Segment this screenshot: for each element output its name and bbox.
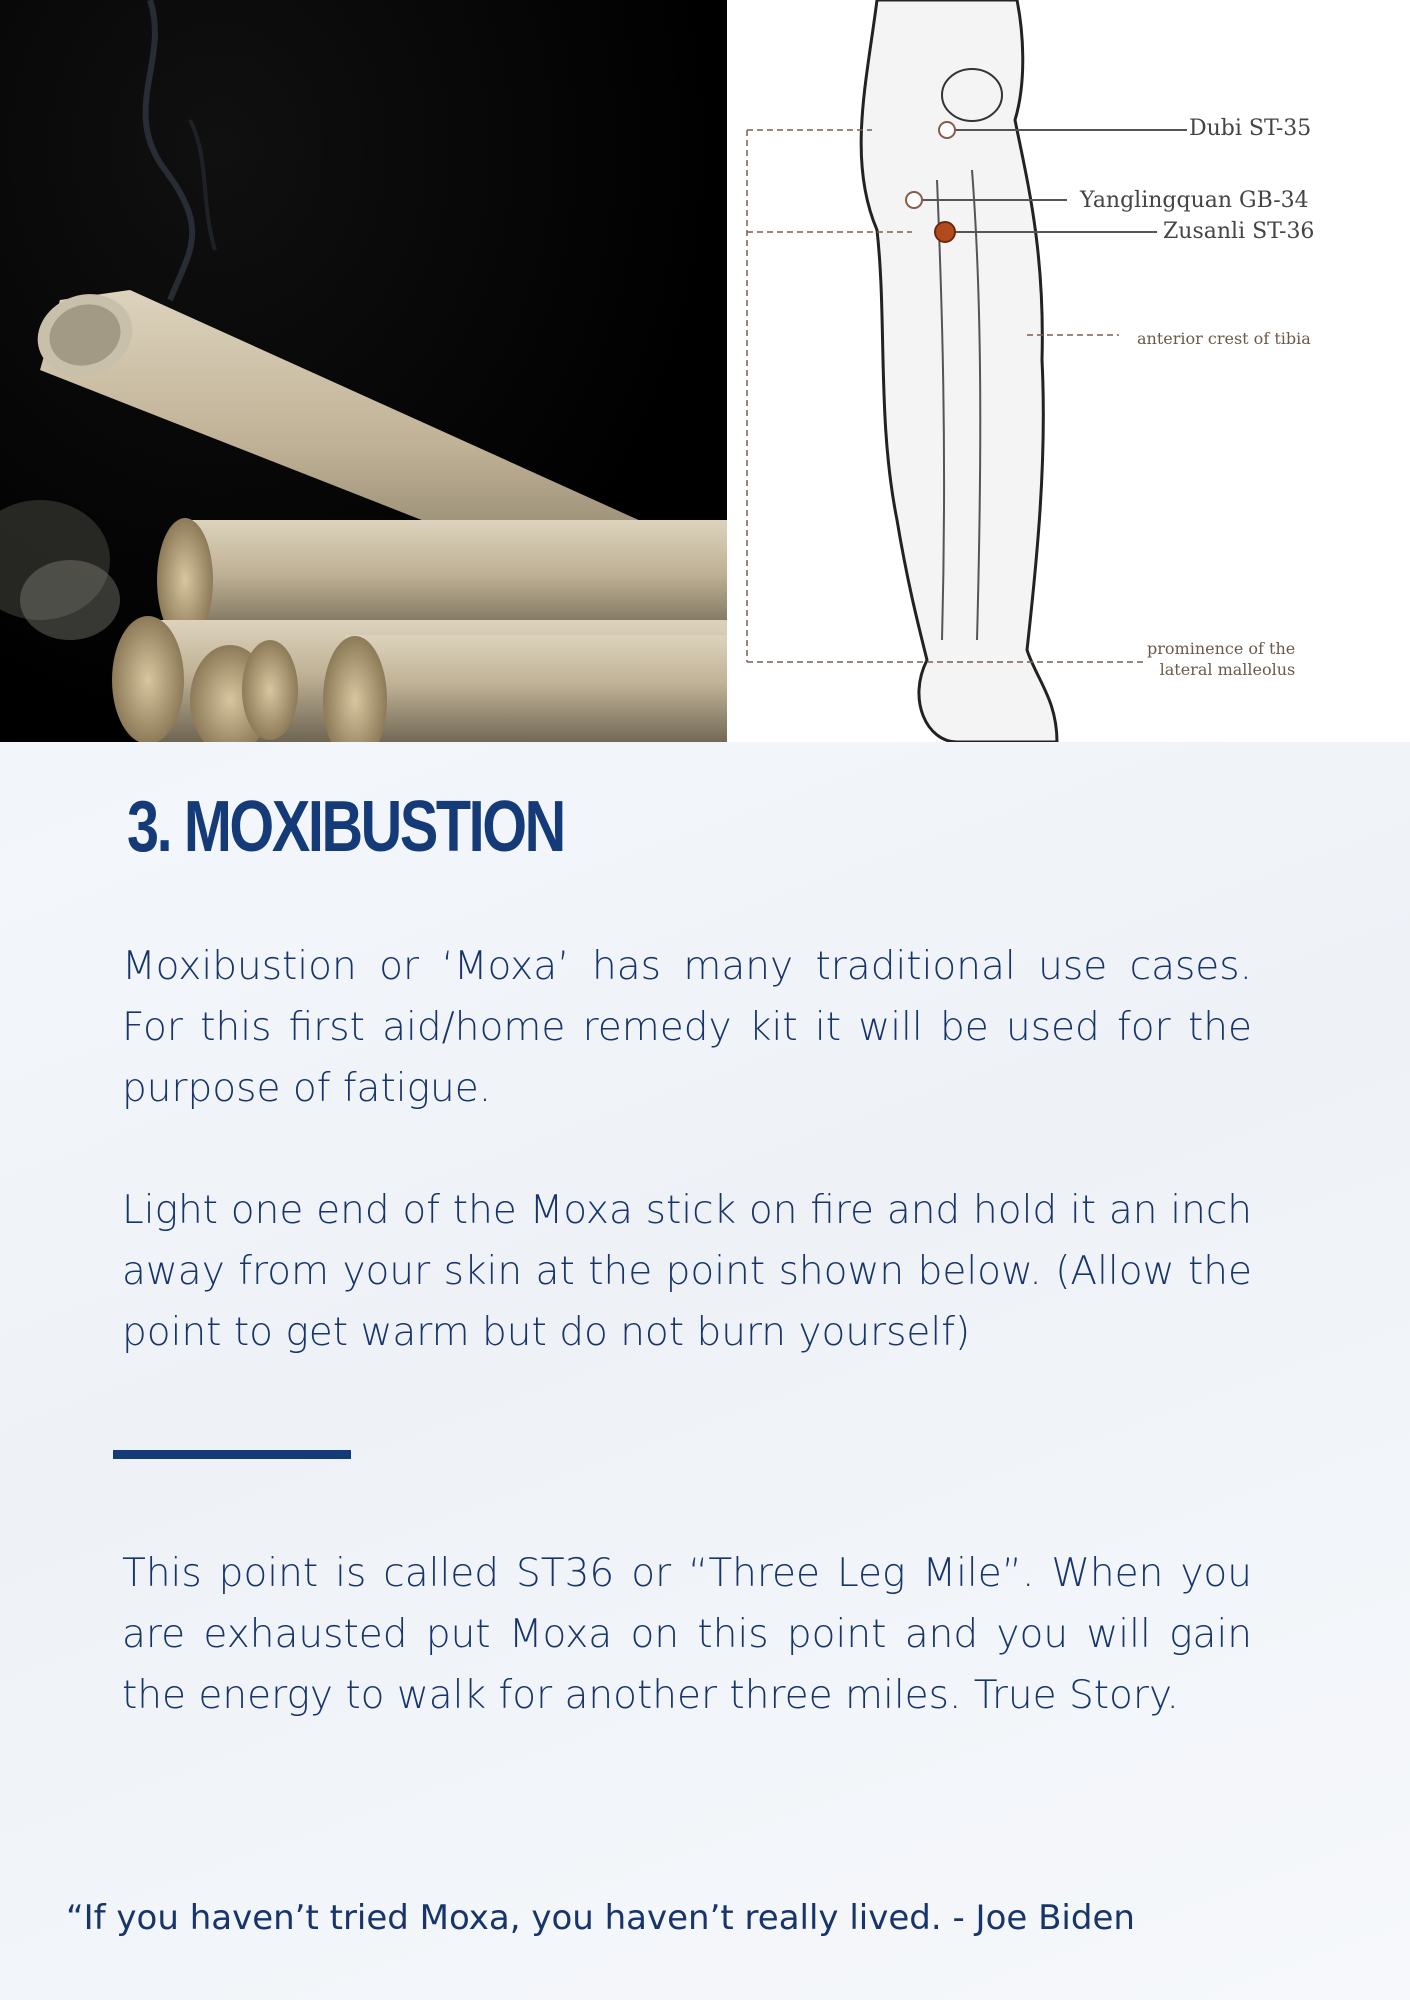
label-dubi: Dubi ST-35 xyxy=(1189,116,1312,141)
instructions-paragraph: Light one end of the Moxa stick on fire and hold it an inch away from your skin at the point shown below. (Allow the point to get warm but do not burn yourself) xyxy=(122,1188,1252,1355)
leg-acupoint-diagram xyxy=(727,0,1410,742)
label-tibia: anterior crest of tibia xyxy=(1137,329,1311,348)
leg-outline-illustration xyxy=(727,0,1410,742)
zusanli-point-marker xyxy=(935,222,955,242)
label-zusanli: Zusanli ST-36 xyxy=(1163,219,1315,244)
intro-paragraph: Moxibustion or ‘Moxa’ has many traditional use cases. For this first aid/home remedy kit it will be used for the purpose of fatigue. xyxy=(122,944,1252,1111)
label-yanglingquan: Yanglingquan GB-34 xyxy=(1080,188,1309,213)
label-malleolus xyxy=(1147,638,1295,680)
footer-quote: “If you haven’t tried Moxa, you haven’t really lived. - Joe Biden xyxy=(66,1898,1135,1938)
section-heading: 3. MOXIBUSTION xyxy=(127,787,564,867)
divider-rule xyxy=(113,1450,351,1459)
dubi-point-marker xyxy=(939,122,955,138)
st36-paragraph: This point is called ST36 or “Three Leg Mile”. When you are exhausted put Moxa on this point and you will gain the energy to walk for another three miles. True Story. xyxy=(122,1551,1252,1718)
moxa-sticks-photo xyxy=(0,0,727,742)
label-malleolus-line2: lateral malleolus xyxy=(1159,660,1296,679)
moxa-sticks-illustration xyxy=(0,0,727,742)
label-malleolus-line1: prominence of the xyxy=(1147,639,1296,658)
yanglingquan-point-marker xyxy=(906,192,922,208)
